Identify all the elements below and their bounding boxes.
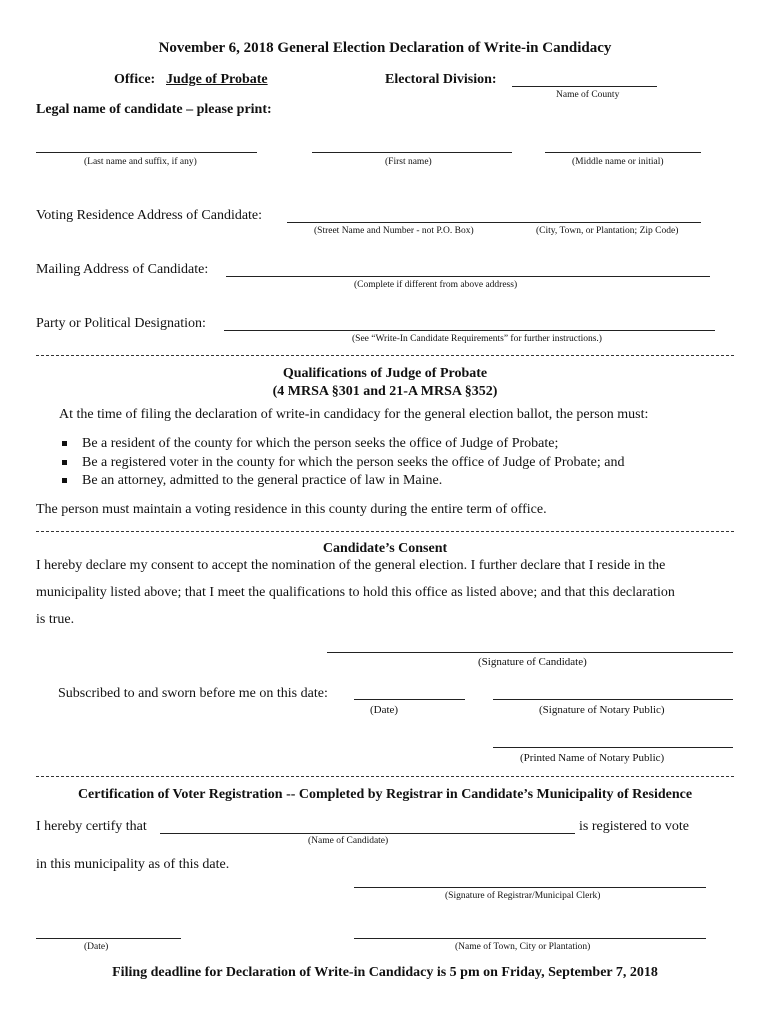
party-label: Party or Political Designation: bbox=[36, 316, 206, 331]
electoral-division-caption: Name of County bbox=[556, 90, 620, 100]
page-title: November 6, 2018 General Election Declaration of Write-in Candidacy bbox=[158, 40, 612, 56]
sworn-label: Subscribed to and sworn before me on this date: bbox=[58, 686, 328, 701]
bullet-icon bbox=[62, 460, 67, 465]
qualification-item: Be an attorney, admitted to the general practice of law in Maine. bbox=[82, 473, 443, 488]
office-value: Judge of Probate bbox=[166, 72, 268, 87]
electoral-division-label: Electoral Division: bbox=[385, 72, 497, 87]
registered-text: is registered to vote bbox=[579, 819, 690, 834]
residence-field[interactable] bbox=[287, 222, 701, 223]
consent-text-line-1: I hereby declare my consent to accept the nomination of the general election. I further declare that I reside in the bbox=[36, 558, 666, 573]
section-divider bbox=[36, 776, 734, 777]
mailing-caption: (Complete if different from above address) bbox=[354, 280, 518, 290]
qualifications-statute: (4 MRSA §301 and 21-A MRSA §352) bbox=[272, 384, 498, 399]
notary-name-field[interactable] bbox=[493, 747, 733, 748]
electoral-division-field[interactable] bbox=[512, 86, 657, 87]
consent-text-line-2: municipality listed above; that I meet the qualifications to hold this office as listed above; and that this declaration bbox=[36, 585, 675, 600]
qualifications-closing: The person must maintain a voting residence in this county during the entire term of office. bbox=[36, 502, 547, 517]
bullet-icon bbox=[62, 478, 67, 483]
qualification-item: Be a registered voter in the county for which the person seeks the office of Judge of Probate; and bbox=[82, 455, 625, 470]
qualifications-intro: At the time of filing the declaration of write-in candidacy for the general election ballot, the person must: bbox=[59, 407, 649, 422]
qualifications-heading: Qualifications of Judge of Probate bbox=[282, 366, 488, 381]
notary-name-caption: (Printed Name of Notary Public) bbox=[520, 752, 665, 764]
candidate-signature-caption: (Signature of Candidate) bbox=[478, 656, 587, 668]
street-caption: (Street Name and Number - not P.O. Box) bbox=[314, 226, 474, 236]
certified-name-caption: (Name of Candidate) bbox=[308, 836, 389, 846]
notary-signature-caption: (Signature of Notary Public) bbox=[539, 704, 665, 716]
filing-deadline: Filing deadline for Declaration of Write-in Candidacy is 5 pm on Friday, September 7, 2018 bbox=[112, 965, 658, 980]
section-divider bbox=[36, 531, 734, 532]
certification-heading: Certification of Voter Registration -- Completed by Registrar in Candidate’s Municipality of Residence bbox=[77, 787, 693, 802]
registrar-signature-field[interactable] bbox=[354, 887, 706, 888]
mailing-label: Mailing Address of Candidate: bbox=[36, 262, 209, 277]
middle-name-caption: (Middle name or initial) bbox=[572, 157, 664, 167]
last-name-caption: (Last name and suffix, if any) bbox=[84, 157, 197, 167]
certification-date-caption: (Date) bbox=[84, 942, 109, 952]
certified-candidate-name-field[interactable] bbox=[160, 833, 575, 834]
legal-name-label: Legal name of candidate – please print: bbox=[36, 102, 272, 117]
party-field[interactable] bbox=[224, 330, 715, 331]
sworn-date-field[interactable] bbox=[354, 699, 465, 700]
office-label: Office: bbox=[114, 72, 156, 87]
municipality-text: in this municipality as of this date. bbox=[36, 857, 230, 872]
consent-heading: Candidate’s Consent bbox=[322, 541, 448, 556]
residence-label: Voting Residence Address of Candidate: bbox=[36, 208, 263, 223]
candidate-signature-field[interactable] bbox=[327, 652, 733, 653]
last-name-field[interactable] bbox=[36, 152, 257, 153]
certification-date-field[interactable] bbox=[36, 938, 181, 939]
sworn-date-caption: (Date) bbox=[370, 704, 399, 716]
bullet-icon bbox=[62, 441, 67, 446]
party-caption: (See “Write-In Candidate Requirements” for further instructions.) bbox=[352, 334, 602, 344]
city-caption: (City, Town, or Plantation; Zip Code) bbox=[536, 226, 679, 236]
town-name-field[interactable] bbox=[354, 938, 706, 939]
first-name-caption: (First name) bbox=[385, 157, 432, 167]
registrar-signature-caption: (Signature of Registrar/Municipal Clerk) bbox=[445, 891, 601, 901]
section-divider bbox=[36, 355, 734, 356]
mailing-field[interactable] bbox=[226, 276, 710, 277]
middle-name-field[interactable] bbox=[545, 152, 701, 153]
consent-text-line-3: is true. bbox=[36, 612, 75, 627]
notary-signature-field[interactable] bbox=[493, 699, 733, 700]
certify-label: I hereby certify that bbox=[36, 819, 147, 834]
town-name-caption: (Name of Town, City or Plantation) bbox=[455, 942, 591, 952]
qualification-item: Be a resident of the county for which the person seeks the office of Judge of Probate; bbox=[82, 436, 559, 451]
first-name-field[interactable] bbox=[312, 152, 512, 153]
